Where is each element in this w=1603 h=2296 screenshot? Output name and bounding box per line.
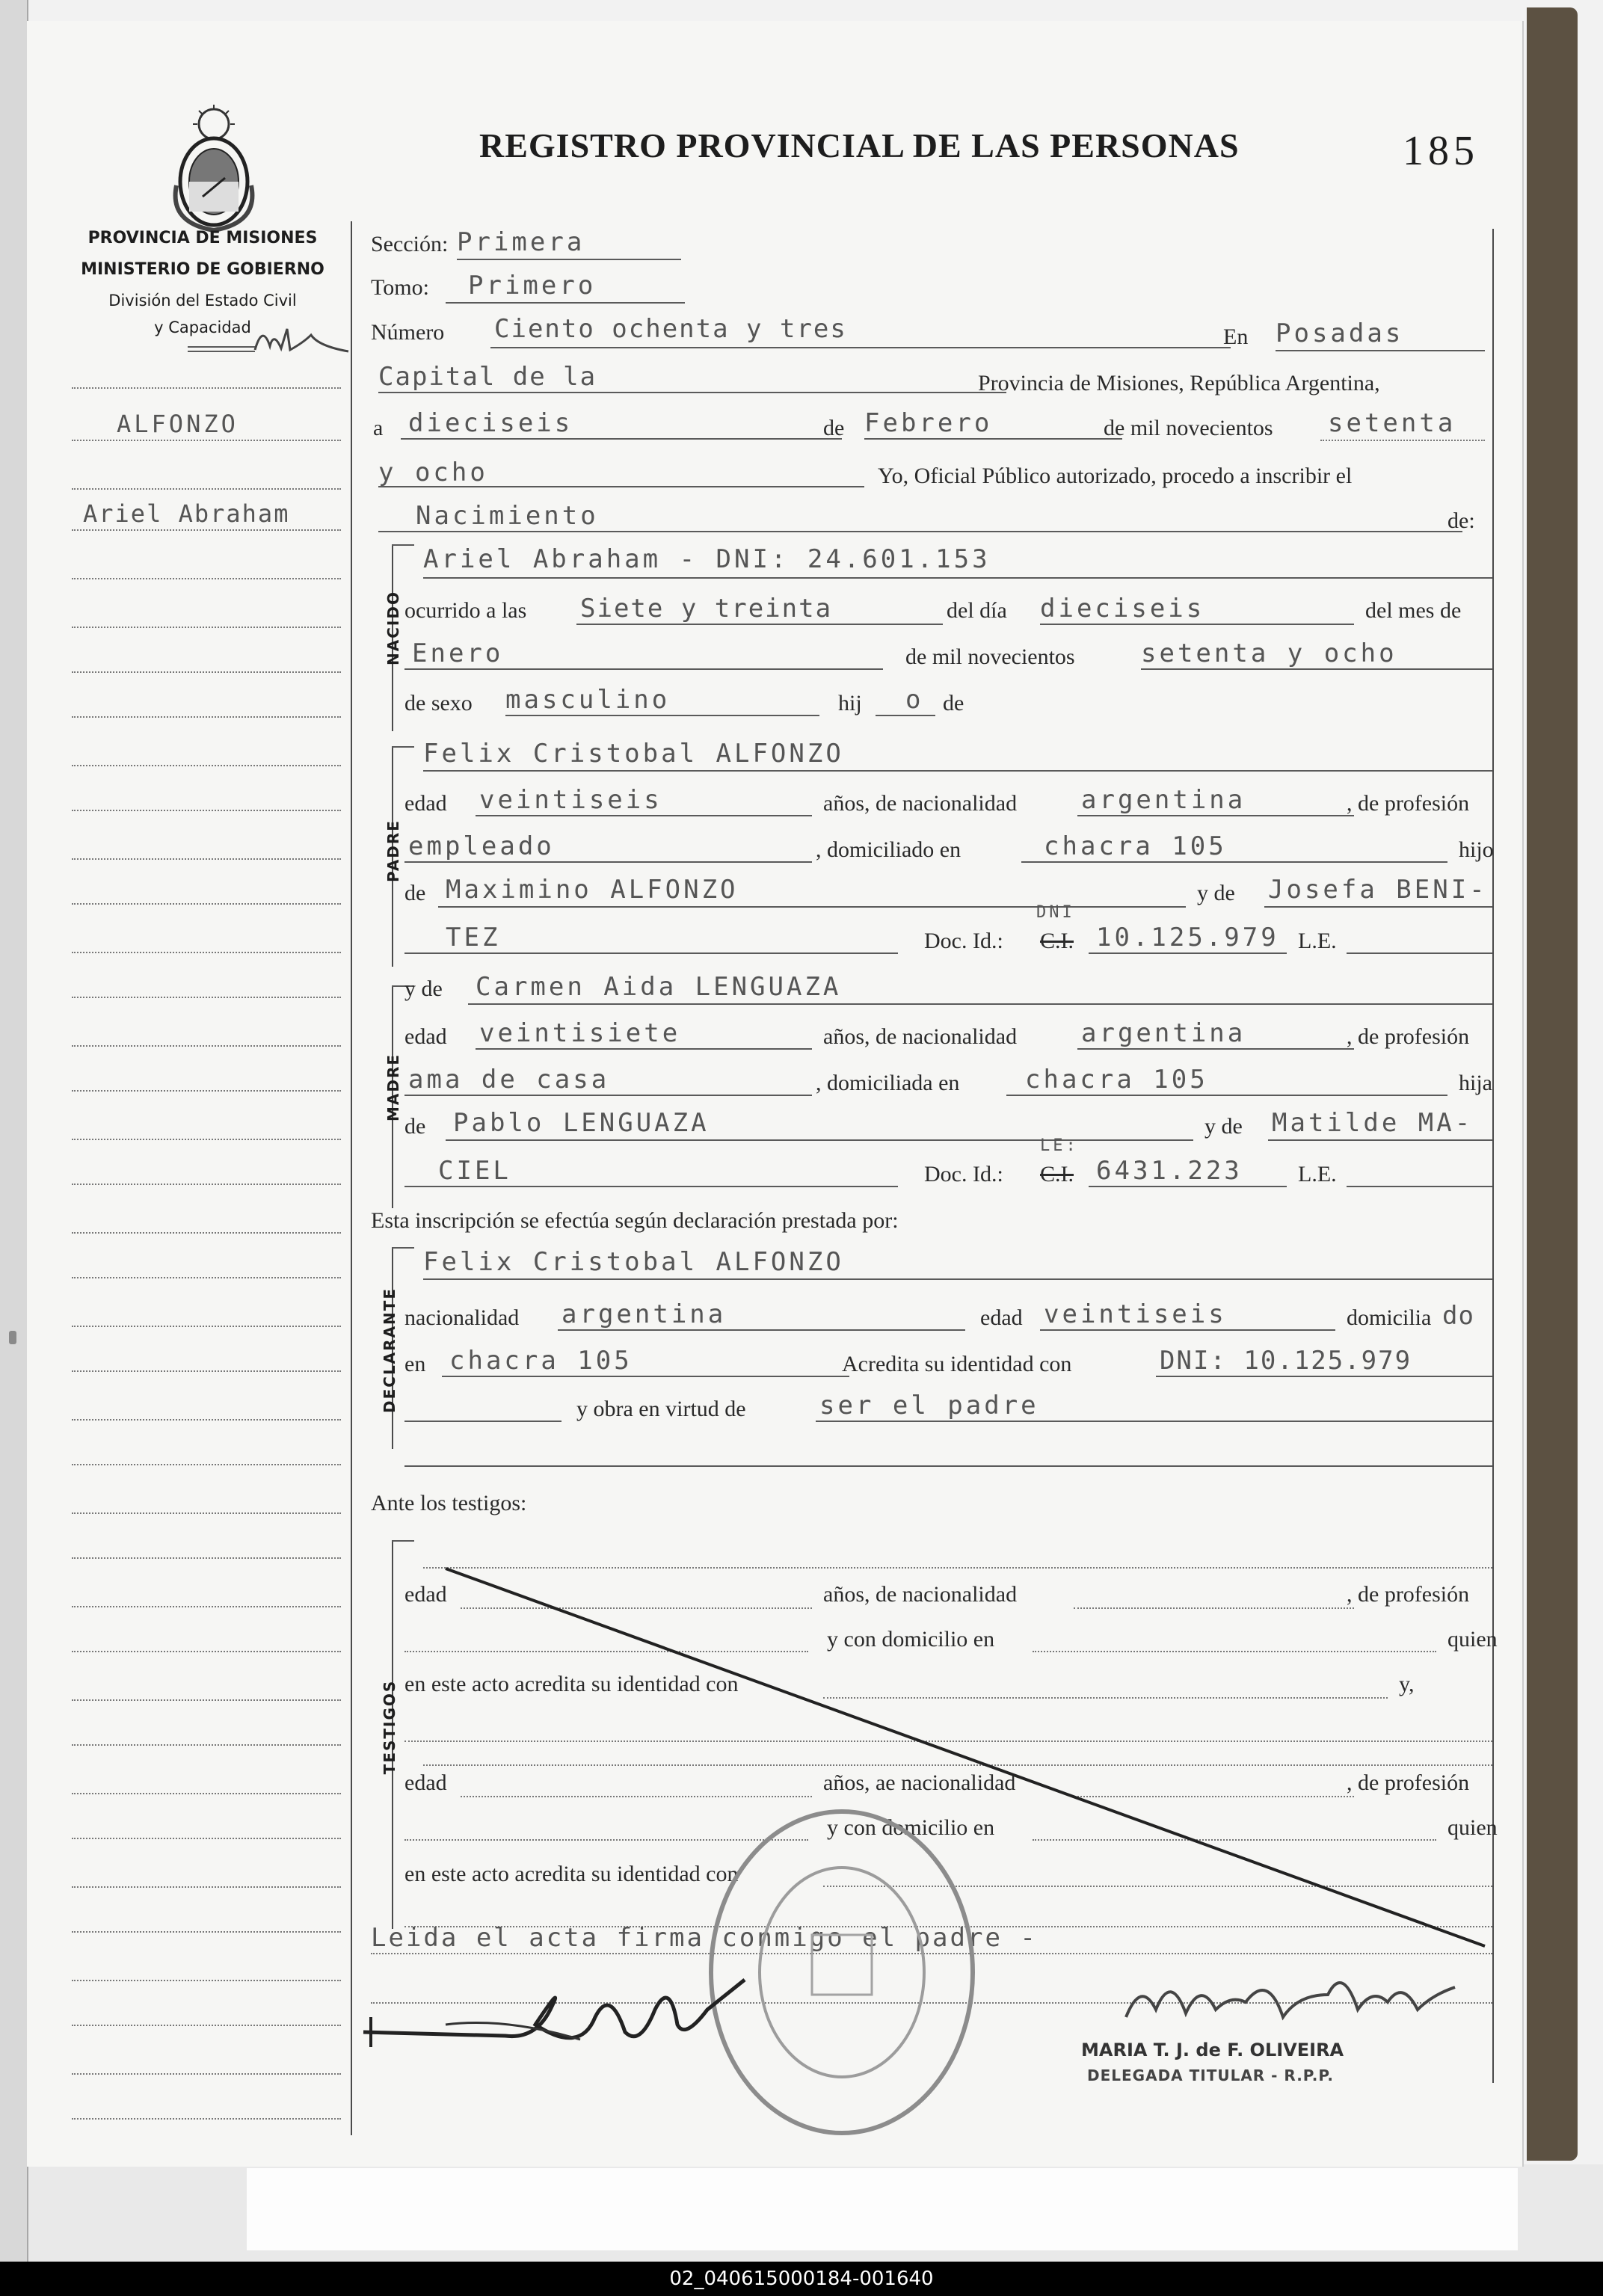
nacido-nombre: Ariel Abraham - DNI: 24.601.153 bbox=[423, 544, 991, 574]
margin-line bbox=[72, 810, 341, 811]
madre-dom-line bbox=[1006, 1095, 1447, 1096]
mes-registro: Febrero bbox=[864, 408, 993, 438]
testigo2-acredita-label: en este acto acredita su identidad con bbox=[404, 1862, 739, 1886]
margin-line bbox=[72, 1326, 341, 1327]
nacido-anio-label: de mil novecientos bbox=[905, 644, 1075, 669]
madre-prof-line bbox=[404, 1095, 812, 1096]
padre-nombre-line bbox=[423, 770, 1492, 772]
margin-line bbox=[72, 1886, 341, 1888]
margin-line bbox=[72, 952, 341, 953]
padre-nac-line bbox=[1077, 815, 1354, 816]
dia-line bbox=[401, 438, 842, 440]
declarante-nombre: Felix Cristobal ALFONZO bbox=[423, 1247, 844, 1277]
madre-dom-label: , domiciliada en bbox=[816, 1071, 960, 1095]
lower-page-edge bbox=[247, 2168, 1518, 2250]
margin-line bbox=[72, 1606, 341, 1607]
margin-line bbox=[72, 1699, 341, 1701]
nacido-sexo: masculino bbox=[505, 685, 671, 715]
seccion-label: Sección: bbox=[371, 232, 449, 256]
office-underline bbox=[188, 351, 255, 352]
nacido-dia-line bbox=[1040, 624, 1354, 625]
margin-line bbox=[72, 2025, 341, 2026]
margin-line bbox=[72, 440, 341, 441]
official-signature bbox=[1104, 1950, 1492, 2040]
testigo2-dom-label: y con domicilio en bbox=[827, 1815, 995, 1840]
nacido-anio: setenta y ocho bbox=[1141, 638, 1397, 668]
margin-line bbox=[72, 1838, 341, 1839]
dia-registro: dieciseis bbox=[408, 408, 573, 438]
declarant-signature bbox=[356, 1965, 775, 2069]
madre-de-label: de bbox=[404, 1114, 426, 1139]
nacido-hij: o bbox=[905, 685, 924, 715]
padre-doc-number: 10.125.979 bbox=[1096, 923, 1279, 952]
madre-doc-label: Doc. Id.: bbox=[924, 1162, 1003, 1187]
official-name-stamp: MARIA T. J. de F. OLIVEIRA bbox=[1081, 2040, 1344, 2060]
en-value: Posadas bbox=[1276, 318, 1404, 348]
madre-le-label: L.E. bbox=[1298, 1162, 1337, 1187]
madre-section-label: MADRE bbox=[384, 1053, 402, 1121]
madre-prof-label: , de profesión bbox=[1347, 1024, 1470, 1049]
testigo2-prof-label: , de profesión bbox=[1347, 1770, 1470, 1795]
declarante-section-label: DECLARANTE bbox=[381, 1287, 399, 1413]
padre-prof-line bbox=[404, 861, 812, 863]
declarante-dom-line bbox=[442, 1376, 849, 1377]
nacido-anio-line bbox=[1141, 668, 1492, 670]
declarante-nacionalidad: argentina bbox=[561, 1299, 727, 1329]
testigos-bracket-top bbox=[392, 1540, 414, 1542]
capital-line bbox=[378, 392, 1006, 393]
madre-madre-de-cont: CIEL bbox=[438, 1156, 511, 1186]
margin-line bbox=[72, 1419, 341, 1421]
padre-doc-line bbox=[1089, 952, 1287, 954]
office-underline bbox=[188, 346, 255, 348]
tipo-line bbox=[378, 531, 1462, 532]
testigos-section-label: TESTIGOS bbox=[381, 1679, 399, 1775]
margin-line bbox=[72, 1045, 341, 1047]
seccion-value: Primera bbox=[457, 227, 585, 257]
margin-surname: ALFONZO bbox=[117, 410, 239, 438]
declarante-edad: veintiseis bbox=[1044, 1299, 1227, 1329]
declarante-virtud-line bbox=[816, 1421, 1492, 1422]
madre-cont-line bbox=[404, 1186, 898, 1187]
declaracion-intro: Esta inscripción se efectúa según declaración prestada por: bbox=[371, 1208, 899, 1233]
padre-cont-line bbox=[404, 952, 898, 954]
testigo1-acredita-label: en este acto acredita su identidad con bbox=[404, 1672, 739, 1696]
cierre-nota: Leida el acta firma conmigo el padre - bbox=[371, 1923, 1038, 1953]
margin-line bbox=[72, 1557, 341, 1559]
madre-edad-label: edad bbox=[404, 1024, 447, 1049]
padre-section-label: PADRE bbox=[384, 819, 402, 882]
en-line bbox=[1276, 350, 1485, 351]
padre-edad-line bbox=[476, 815, 812, 816]
coat-of-arms-icon bbox=[161, 103, 266, 234]
testigo1-dom-label: y con domicilio en bbox=[827, 1627, 995, 1652]
padre-y-de-label: y de bbox=[1197, 881, 1235, 905]
nacido-mes-line bbox=[404, 668, 883, 670]
declarante-doc-line bbox=[1156, 1376, 1492, 1377]
margin-line bbox=[72, 858, 341, 860]
padre-madre-de-line bbox=[1264, 906, 1492, 908]
testigo1-quien-label: quien bbox=[1447, 1627, 1498, 1652]
padre-madre-de: Josefa BENI- bbox=[1268, 875, 1488, 905]
declarante-extra-line bbox=[404, 1465, 1492, 1467]
declarante-edad-label: edad bbox=[980, 1305, 1023, 1330]
testigo1-y-label: y, bbox=[1399, 1672, 1415, 1696]
padre-doc-type: C.I. bbox=[1040, 929, 1074, 953]
padre-dom-line bbox=[1021, 861, 1447, 863]
hij-line bbox=[876, 715, 935, 716]
tomo-value: Primero bbox=[468, 271, 597, 301]
padre-edad: veintiseis bbox=[479, 785, 662, 815]
office-capacity: y Capacidad bbox=[154, 318, 251, 336]
margin-line bbox=[72, 529, 341, 531]
margin-line bbox=[72, 1277, 341, 1278]
margin-line bbox=[72, 627, 341, 628]
madre-domicilio: chacra 105 bbox=[1025, 1065, 1208, 1095]
declarante-virtud: ser el padre bbox=[819, 1391, 1039, 1421]
margin-line bbox=[72, 387, 341, 389]
office-province: PROVINCIA DE MISIONES bbox=[87, 229, 318, 247]
hij-label: hij bbox=[838, 691, 862, 715]
hora-line bbox=[576, 624, 943, 625]
testigo1-nac-label: años, de nacionalidad bbox=[823, 1582, 1018, 1607]
padre-nacionalidad: argentina bbox=[1081, 785, 1246, 815]
official-initials-signature bbox=[251, 320, 356, 365]
margin-line bbox=[72, 1370, 341, 1372]
book-binding bbox=[0, 0, 28, 2296]
declarante-nac-line bbox=[558, 1329, 965, 1331]
anio-registro: setenta bbox=[1328, 408, 1456, 438]
madre-nombre-line bbox=[468, 1003, 1492, 1005]
madre-profesion: ama de casa bbox=[408, 1065, 610, 1095]
testigo2-quien-label: quien bbox=[1447, 1815, 1498, 1840]
tomo-label: Tomo: bbox=[371, 275, 429, 300]
sexo-line bbox=[505, 715, 819, 716]
padre-profesion: empleado bbox=[408, 831, 555, 861]
declarante-nombre-line bbox=[423, 1278, 1492, 1280]
margin-line bbox=[72, 1139, 341, 1140]
padre-doc-label: Doc. Id.: bbox=[924, 929, 1003, 953]
margin-line bbox=[72, 997, 341, 998]
padre-padre-de: Maximino ALFONZO bbox=[446, 875, 739, 905]
margin-line bbox=[72, 765, 341, 766]
margin-line bbox=[72, 1651, 341, 1652]
register-page bbox=[27, 21, 1524, 2167]
madre-y-de2-label: y de bbox=[1204, 1114, 1243, 1139]
capital-value: Capital de la bbox=[378, 362, 597, 392]
numero-line bbox=[490, 347, 1231, 348]
madre-edad: veintisiete bbox=[479, 1018, 681, 1048]
declarante-documento: DNI: 10.125.979 bbox=[1160, 1346, 1412, 1376]
padre-dom-label: , domiciliado en bbox=[816, 837, 962, 862]
nacido-mes: Enero bbox=[412, 638, 504, 668]
binding-thread bbox=[9, 1331, 16, 1344]
margin-line bbox=[72, 671, 341, 673]
margin-line bbox=[72, 1744, 341, 1746]
testigo2-nac-label: años, ae nacionalidad bbox=[823, 1770, 1016, 1795]
nacido-dia: dieciseis bbox=[1040, 594, 1205, 624]
padre-le-label: L.E. bbox=[1298, 929, 1337, 953]
madre-doc-line bbox=[1089, 1186, 1287, 1187]
madre-madre-de: Matilde MA- bbox=[1272, 1108, 1474, 1138]
numero-value: Ciento ochenta y tres bbox=[494, 314, 847, 344]
ocurrido-label: ocurrido a las bbox=[404, 598, 527, 623]
del-dia-label: del día bbox=[947, 598, 1007, 623]
testigos-intro: Ante los testigos: bbox=[371, 1491, 527, 1515]
padre-le-line bbox=[1347, 952, 1492, 954]
nacido-hora: Siete y treinta bbox=[580, 594, 833, 624]
margin-line bbox=[72, 1931, 341, 1933]
page-title: REGISTRO PROVINCIAL DE LAS PERSONAS bbox=[479, 126, 1240, 164]
declarante-en-label: en bbox=[404, 1352, 426, 1376]
madre-nacionalidad: argentina bbox=[1081, 1018, 1246, 1048]
padre-de-label: de bbox=[404, 881, 426, 905]
declarante-blank-line bbox=[404, 1421, 561, 1422]
testigo1-edad-label: edad bbox=[404, 1582, 447, 1607]
page-number: 185 bbox=[1403, 128, 1479, 174]
padre-domicilio: chacra 105 bbox=[1044, 831, 1227, 861]
nacido-bracket-top bbox=[392, 544, 414, 546]
margin-line bbox=[72, 1980, 341, 1981]
margin-line bbox=[72, 2073, 341, 2075]
tipo-acta: Nacimiento bbox=[416, 501, 599, 531]
nacido-nombre-line bbox=[423, 577, 1492, 579]
nacido-de-label: de bbox=[943, 691, 964, 715]
padre-edad-label: edad bbox=[404, 791, 447, 816]
margin-line bbox=[72, 488, 341, 490]
anio-line bbox=[1320, 440, 1485, 441]
testigo2-edad-label: edad bbox=[404, 1770, 447, 1795]
declarante-edad-line bbox=[1040, 1329, 1335, 1331]
declarante-obra-label: y obra en virtud de bbox=[576, 1397, 746, 1421]
margin-line bbox=[72, 1464, 341, 1465]
madre-hija-label: hija bbox=[1459, 1071, 1492, 1095]
office-ministry: MINISTERIO DE GOBIERNO bbox=[81, 260, 324, 279]
mes-line bbox=[864, 438, 1122, 440]
anio-cont-line bbox=[378, 486, 864, 487]
padre-nombre: Felix Cristobal ALFONZO bbox=[423, 739, 844, 769]
declarante-dom-suffix: do bbox=[1442, 1301, 1474, 1331]
margin-line bbox=[72, 2118, 341, 2120]
oficial-label: Yo, Oficial Público autorizado, procedo a inscribir el bbox=[878, 464, 1353, 488]
margin-line bbox=[72, 1232, 341, 1234]
madre-madre-de-line bbox=[1268, 1139, 1492, 1141]
book-spine bbox=[1527, 7, 1578, 2161]
madre-edad-line bbox=[476, 1048, 812, 1050]
margin-line bbox=[72, 1184, 341, 1185]
declarante-bracket-top bbox=[392, 1247, 414, 1249]
margin-line bbox=[72, 578, 341, 579]
margin-line bbox=[72, 1512, 341, 1514]
declarante-domicilio: chacra 105 bbox=[449, 1346, 633, 1376]
sexo-label: de sexo bbox=[404, 691, 473, 715]
tomo-line bbox=[446, 302, 685, 304]
seccion-line bbox=[457, 259, 681, 260]
anio-registro-cont: y ocho bbox=[378, 458, 488, 487]
provincia-label: Provincia de Misiones, República Argentina, bbox=[978, 371, 1380, 396]
margin-divider bbox=[351, 221, 352, 2135]
declarante-dom-label: domicilia bbox=[1347, 1305, 1432, 1330]
declarante-nac-label: nacionalidad bbox=[404, 1305, 520, 1330]
padre-doc-type-correction: DNI bbox=[1036, 903, 1075, 922]
padre-hijo-label: hijo bbox=[1459, 837, 1494, 862]
margin-line bbox=[72, 716, 341, 718]
madre-padre-de: Pablo LENGUAZA bbox=[453, 1108, 710, 1138]
del-mes-label: del mes de bbox=[1365, 598, 1462, 623]
a-label: a bbox=[373, 416, 384, 440]
margin-line bbox=[72, 1793, 341, 1794]
anio-label: de mil novecientos bbox=[1104, 416, 1273, 440]
official-title-stamp: DELEGADA TITULAR - R.P.P. bbox=[1087, 2066, 1334, 2084]
madre-doc-number: 6431.223 bbox=[1096, 1156, 1243, 1186]
margin-given-names: Ariel Abraham bbox=[83, 499, 290, 528]
padre-bracket-top bbox=[392, 746, 414, 748]
testigo1-prof-label: , de profesión bbox=[1347, 1582, 1470, 1607]
padre-madre-de-cont: TEZ bbox=[446, 923, 501, 952]
de-label: de bbox=[823, 416, 845, 440]
madre-nac-label: años, de nacionalidad bbox=[823, 1024, 1018, 1049]
de-colon-label: de: bbox=[1447, 508, 1475, 533]
madre-nac-line bbox=[1077, 1048, 1354, 1050]
margin-line bbox=[72, 1090, 341, 1092]
nacido-section-label: NACIDO bbox=[384, 591, 402, 665]
office-division: División del Estado Civil bbox=[108, 292, 297, 310]
madre-y-de-label: y de bbox=[404, 976, 443, 1001]
madre-doc-type-correction: LE: bbox=[1040, 1136, 1079, 1155]
padre-prof-label: , de profesión bbox=[1347, 791, 1470, 816]
madre-nombre: Carmen Aida LENGUAZA bbox=[476, 972, 842, 1002]
declarante-acredita-label: Acredita su identidad con bbox=[842, 1352, 1072, 1376]
padre-nac-label: años, de nacionalidad bbox=[823, 791, 1018, 816]
margin-line bbox=[72, 903, 341, 905]
en-label: En bbox=[1223, 324, 1249, 349]
image-id-footer: 02_040615000184-001640 bbox=[0, 2262, 1603, 2296]
numero-label: Número bbox=[371, 320, 445, 345]
madre-padre-de-line bbox=[446, 1139, 1193, 1141]
madre-le-line bbox=[1347, 1186, 1492, 1187]
madre-doc-type: C.I. bbox=[1040, 1162, 1074, 1187]
